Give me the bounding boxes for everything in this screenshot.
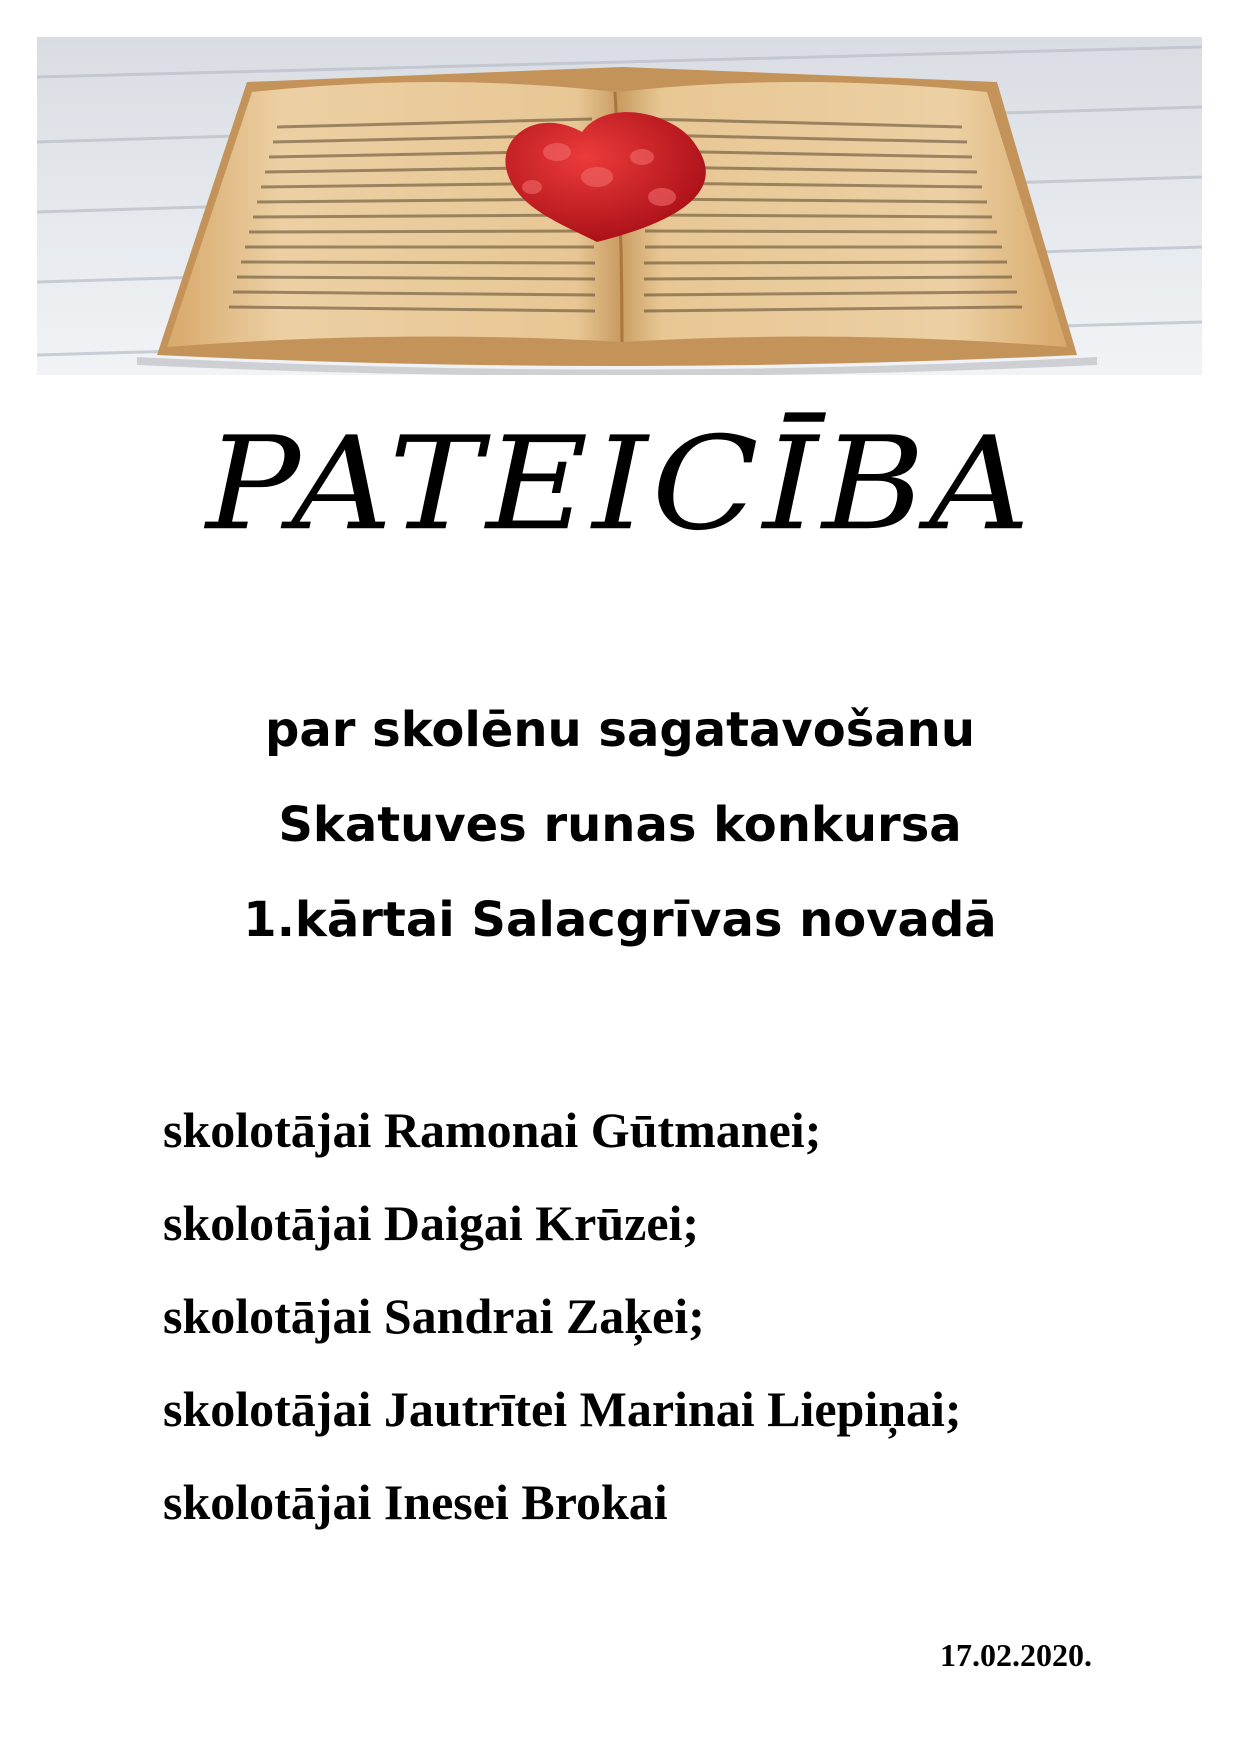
subtitle-line-2: Skatuves runas konkursa <box>278 797 962 853</box>
list-item: skolotājai Inesei Brokai <box>163 1474 668 1530</box>
list-item: skolotājai Sandrai Zaķei; <box>163 1288 705 1344</box>
list-item: skolotājai Jautrītei Marinai Liepiņai; <box>163 1381 962 1437</box>
date-label: 17.02.2020. <box>940 1637 1092 1673</box>
page-title: PATEICĪBA <box>205 409 1035 560</box>
subtitle-line-3: 1.kārtai Salacgrīvas novadā <box>243 892 997 948</box>
subtitle-line-1: par skolēnu sagatavošanu <box>265 702 975 758</box>
list-item: skolotājai Ramonai Gūtmanei; <box>163 1102 822 1158</box>
list-item: skolotājai Daigai Krūzei; <box>163 1195 700 1251</box>
book-heart-illustration <box>37 37 1202 375</box>
header-image-book-heart <box>37 37 1202 375</box>
teacher-list <box>163 1100 962 1565</box>
